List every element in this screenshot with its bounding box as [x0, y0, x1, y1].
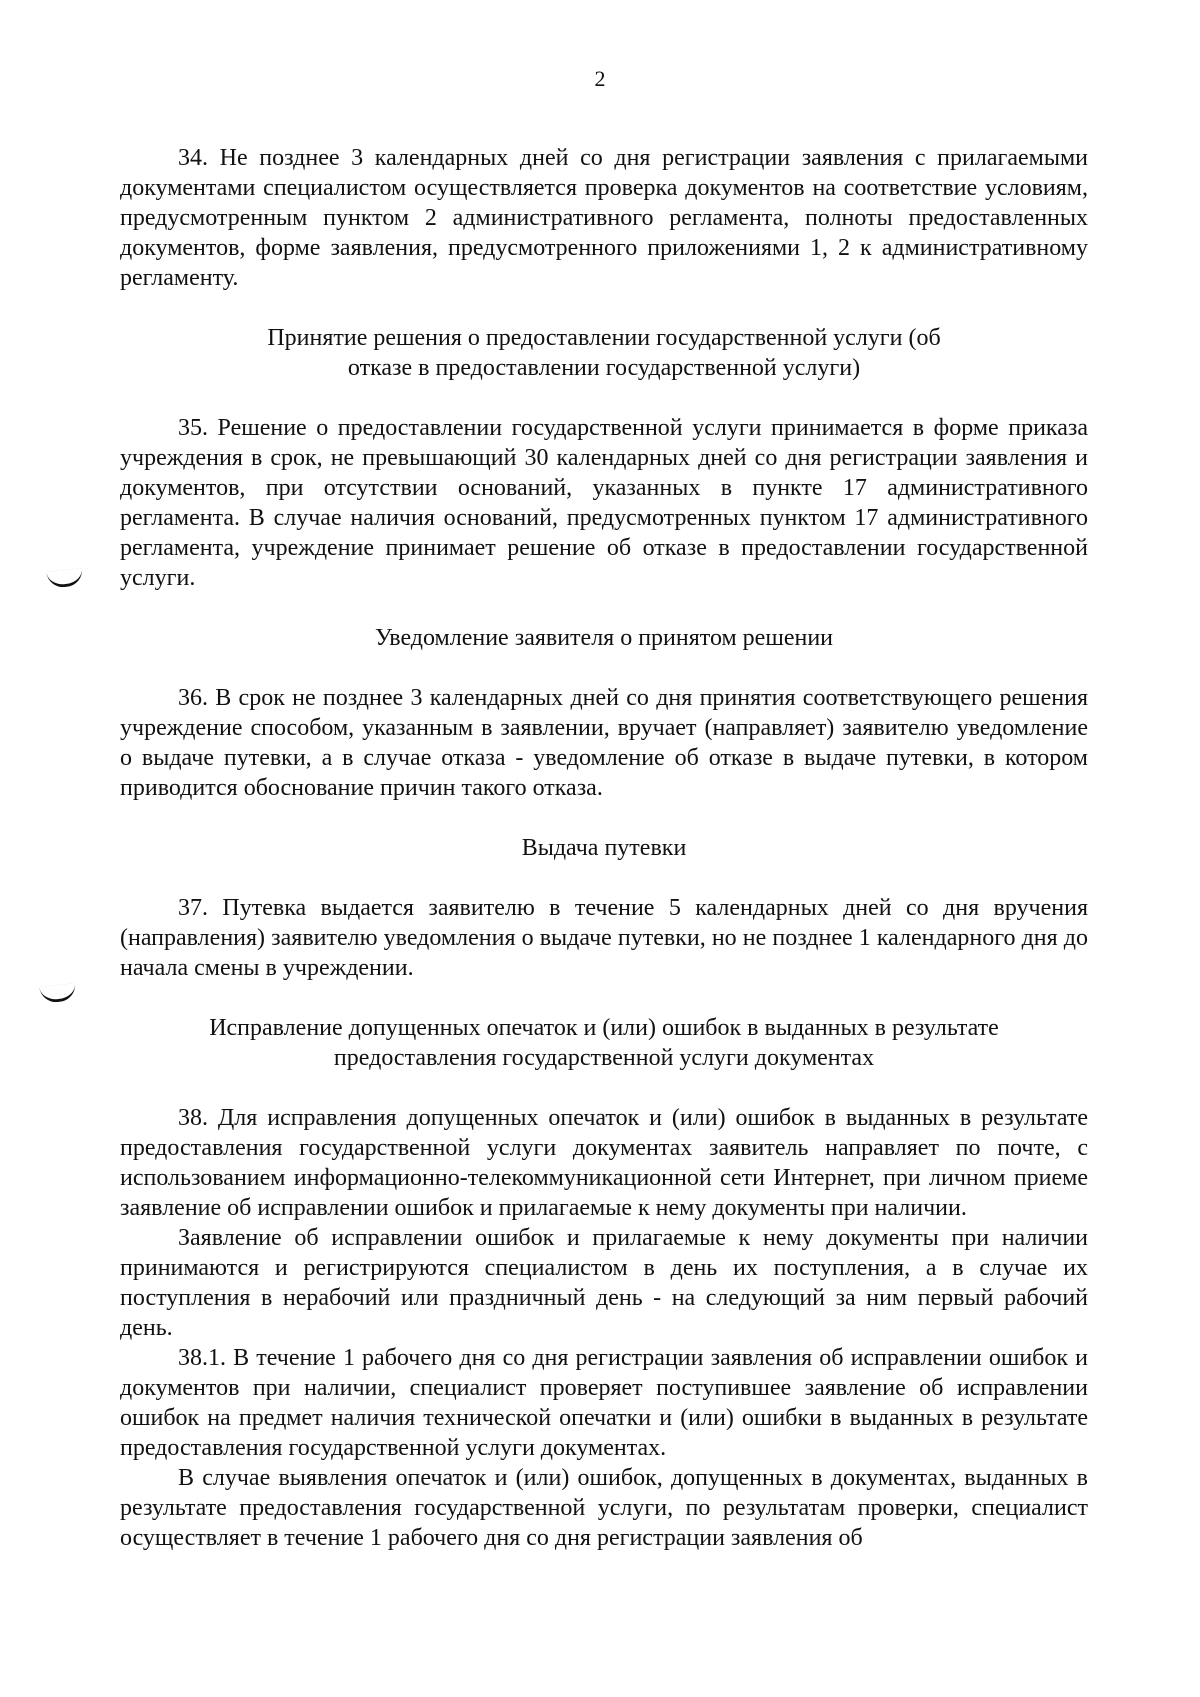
section-heading-issuance: Выдача путевки — [521, 835, 687, 861]
section-heading-notification: Уведомление заявителя о принятом решении — [374, 625, 833, 651]
paragraph-35: 35. Решение о предоставлении государственной услуги принимается в форме приказа учреждения в срок, не превышающий 30 календарных дней со дня регистрации заявления и документов, при отсутствии оснований, указанных в пункте 17 административного регламента. В случае наличия оснований, предусмотренных пунктом 17 административного регламента, учреждение принимает решение об отказе в предоставлении государственной услуги. — [120, 415, 1088, 591]
margin-check-mark — [39, 983, 77, 1004]
section-heading-corrections: Исправление допущенных опечаток и (или) ошибок в выданных в результате предоставления государственной услуги документах — [209, 1015, 999, 1071]
page-number: 2 — [594, 66, 606, 91]
section-heading-decision: Принятие решения о предоставлении государственной услуги (об отказе в предоставлении государственной услуги) — [267, 325, 941, 381]
margin-check-mark — [46, 568, 84, 589]
document-body — [120, 143, 1088, 1553]
paragraph-38-1: 38.1. В течение 1 рабочего дня со дня регистрации заявления об исправлении ошибок и документов при наличии, специалист проверяет поступившее заявление об исправлении ошибок на предмет наличия технической опечатки и (или) ошибки в выданных в результате предоставления государственной услуги документах. — [120, 1345, 1088, 1461]
paragraph-38-1-errors: В случае выявления опечаток и (или) ошибок, допущенных в документах, выданных в результате предоставления государственной услуги, по результатам проверки, специалист осуществляет в течение 1 рабочего дня со дня регистрации заявления об — [120, 1465, 1088, 1551]
paragraph-37: 37. Путевка выдается заявителю в течение 5 календарных дней со дня вручения (направления) заявителю уведомления о выдаче путевки, но не позднее 1 календарного дня до начала смены в учреждении. — [120, 895, 1088, 981]
paragraph-38: 38. Для исправления допущенных опечаток и (или) ошибок в выданных в результате предоставления государственной услуги документах заявитель направляет по почте, с использованием информационно-телекоммуникационной сети Интернет, при личном приеме заявление об исправлении ошибок и прилагаемые к нему документы при наличии. — [120, 1105, 1088, 1221]
paragraph-34: 34. Не позднее 3 календарных дней со дня регистрации заявления с прилагаемыми документами специалистом осуществляется проверка документов на соответствие условиям, предусмотренным пунктом 2 административного регламента, полноты предоставленных документов, форме заявления, предусмотренного приложениями 1, 2 к административному регламенту. — [120, 145, 1088, 291]
paragraph-36: 36. В срок не позднее 3 календарных дней со дня принятия соответствующего решения учреждение способом, указанным в заявлении, вручает (направляет) заявителю уведомление о выдаче путевки, а в случае отказа - уведомление об отказе в выдаче путевки, в котором приводится обоснование причин такого отказа. — [120, 685, 1088, 801]
paragraph-38-application: Заявление об исправлении ошибок и прилагаемые к нему документы при наличии принимаются и регистрируются специалистом в день их поступления, а в случае их поступления в нерабочий или праздничный день - на следующий за ним первый рабочий день. — [120, 1225, 1088, 1341]
